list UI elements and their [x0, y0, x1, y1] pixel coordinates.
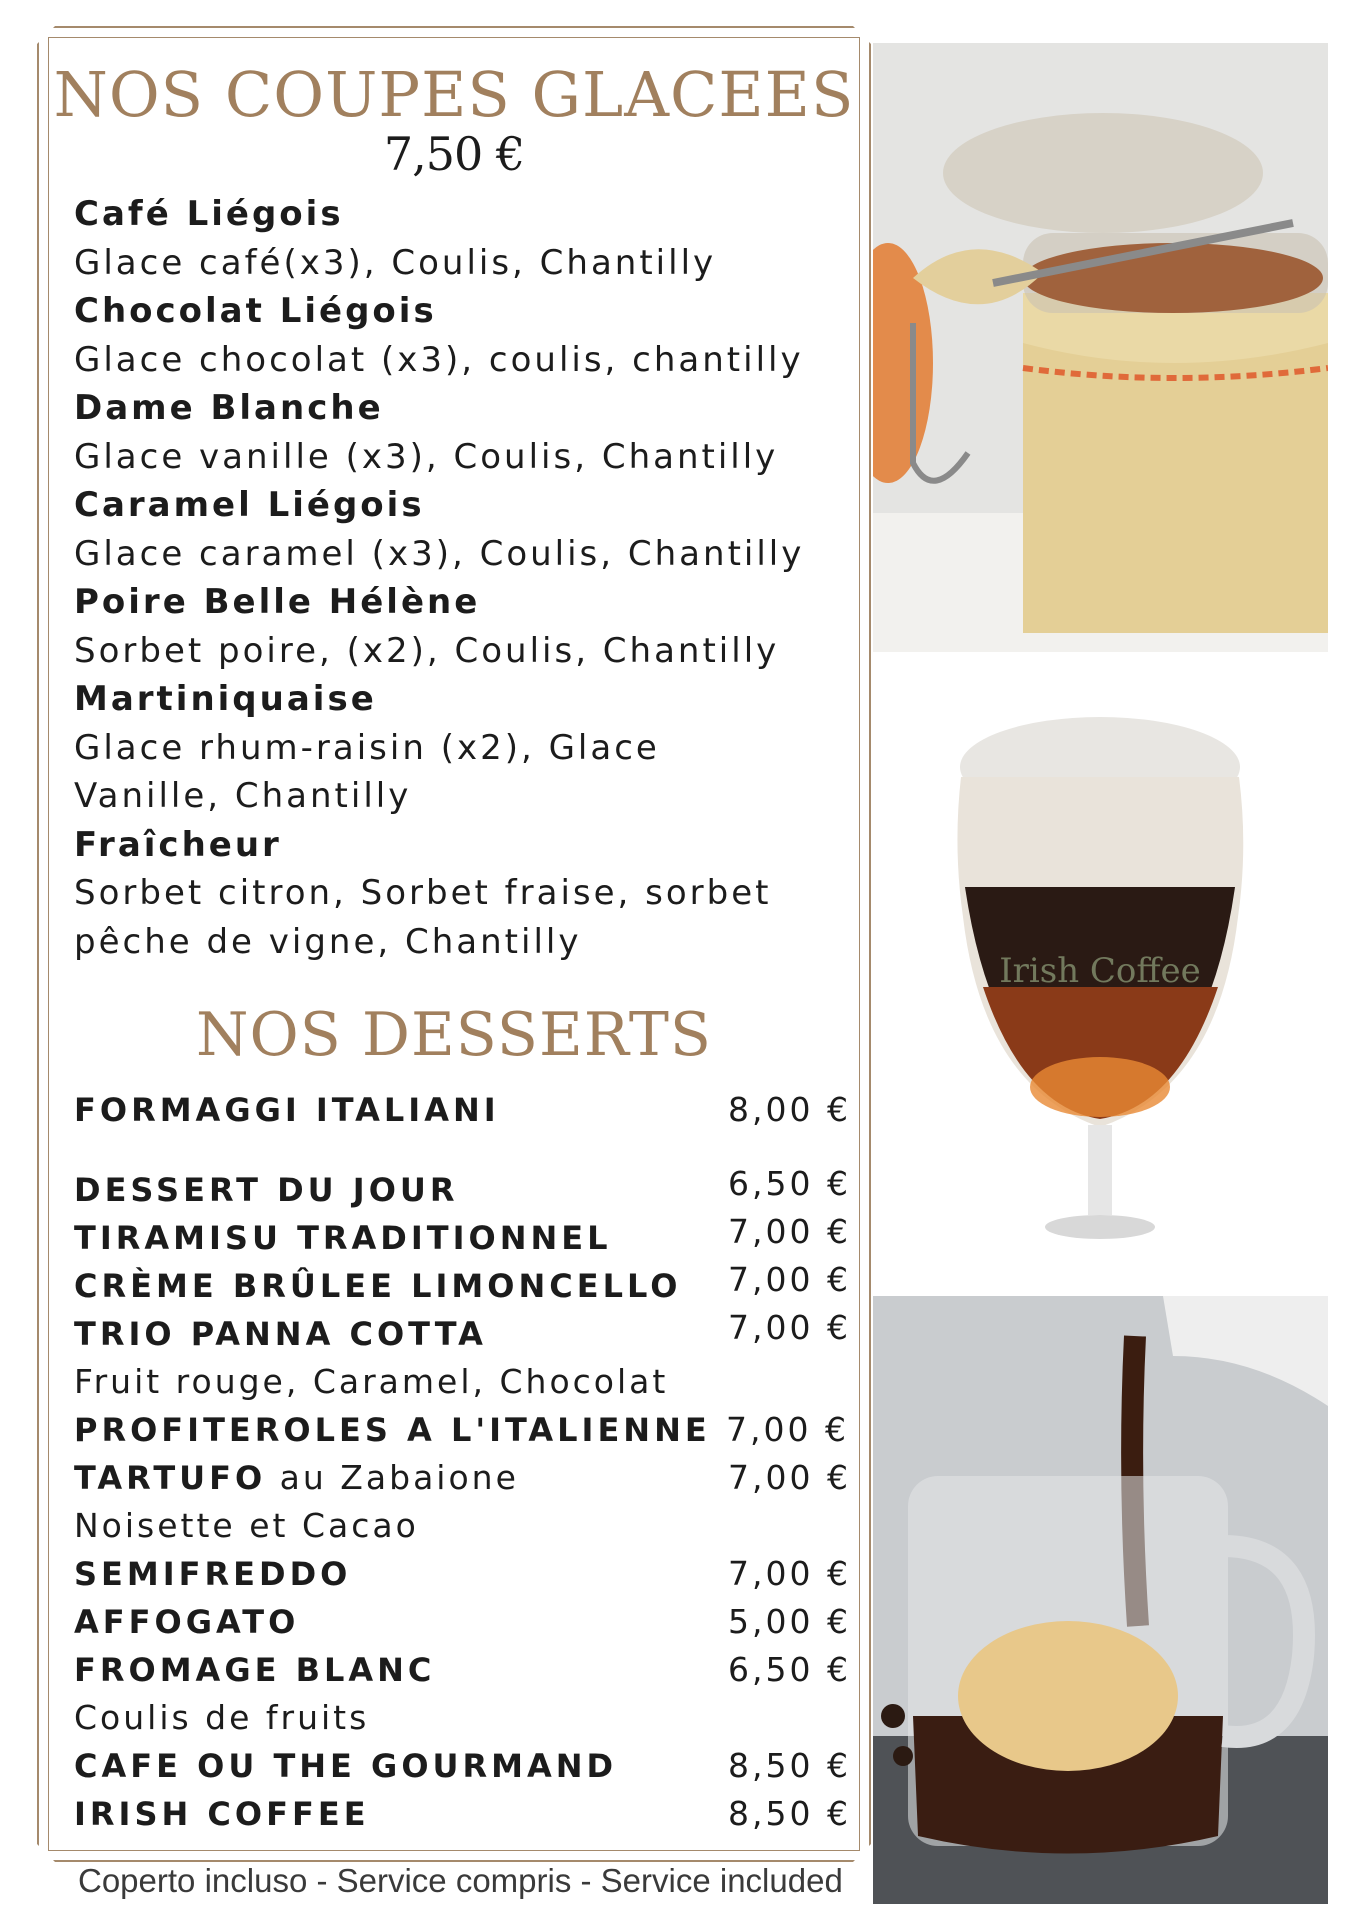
dessert-row: [74, 1790, 860, 1838]
desserts-title: NOS DESSERTS: [196, 1000, 712, 1070]
dessert-row: [74, 1502, 860, 1550]
dessert-jar-photo: [873, 43, 1328, 652]
dessert-name: PROFITEROLES A L'ITALIENNE: [74, 1411, 711, 1449]
dessert-row: [74, 1598, 860, 1646]
dessert-name-bold: TARTUFO: [74, 1459, 267, 1497]
coupe-name: Caramel Liégois: [74, 485, 425, 525]
dessert-subtitle: Fruit rouge, Caramel, Chocolat: [74, 1362, 669, 1401]
dessert-name: SEMIFREDDO: [74, 1555, 352, 1593]
dessert-subtitle: Noisette et Cacao: [74, 1506, 419, 1545]
coupe-name: Poire Belle Hélène: [74, 582, 481, 622]
dessert-price: 6,50 €: [728, 1164, 851, 1203]
coupe-name: Martiniquaise: [74, 679, 377, 719]
dessert-price: 8,50 €: [728, 1794, 851, 1833]
dessert-name: CAFE OU THE GOURMAND: [74, 1747, 618, 1785]
dessert-price: 7,00 €: [728, 1458, 851, 1497]
coupe-name: Dame Blanche: [74, 388, 384, 428]
dessert-row: [74, 1406, 860, 1454]
coupe-item: [74, 578, 854, 675]
service-footer: Coperto incluso - Service compris - Service included: [78, 1862, 843, 1899]
dessert-price: 7,00 €: [726, 1410, 849, 1449]
irish-coffee-illustration: [873, 687, 1328, 1279]
irish-coffee-photo: [873, 687, 1328, 1279]
dessert-row: [74, 1214, 860, 1262]
coupes-price: 7,50 €: [383, 127, 525, 181]
affogato-illustration: [873, 1296, 1328, 1904]
dessert-price: 7,00 €: [728, 1260, 851, 1299]
dessert-name: FORMAGGI ITALIANI: [74, 1091, 500, 1129]
coupes-list: [74, 190, 854, 966]
affogato-photo: [873, 1296, 1328, 1904]
dessert-name-suffix: au Zabaione: [266, 1458, 519, 1497]
dessert-subtitle: Coulis de fruits: [74, 1698, 370, 1737]
dessert-row: [74, 1694, 860, 1742]
coupe-name: Fraîcheur: [74, 824, 282, 865]
coupe-description: Glace chocolat (x3), coulis, chantilly: [74, 339, 804, 380]
dessert-name: IRISH COFFEE: [74, 1795, 370, 1833]
coupe-description: Glace rhum-raisin (x2), Glace Vanille, Chantilly: [74, 727, 660, 816]
dessert-row: [74, 1262, 860, 1310]
dessert-name: TRIO PANNA COTTA: [74, 1315, 487, 1353]
dessert-row: [74, 1086, 860, 1134]
dessert-name: DESSERT DU JOUR: [74, 1171, 459, 1209]
coupe-item: [74, 481, 854, 578]
dessert-row: [74, 1742, 860, 1790]
dessert-price: 5,00 €: [728, 1602, 851, 1641]
dessert-price: 7,00 €: [728, 1212, 851, 1251]
coupe-description: Sorbet citron, Sorbet fraise, sorbet pêche de vigne, Chantilly: [74, 873, 772, 962]
coupe-name: Café Liégois: [74, 194, 344, 234]
dessert-row: [74, 1166, 860, 1214]
dessert-price: 6,50 €: [728, 1650, 851, 1689]
coupe-description: Glace caramel (x3), Coulis, Chantilly: [74, 533, 805, 574]
coupe-name: Chocolat Liégois: [74, 291, 437, 331]
dessert-price: 8,50 €: [728, 1746, 851, 1785]
coupe-item: [74, 675, 854, 821]
dessert-price: 7,00 €: [728, 1308, 851, 1347]
dessert-row: [74, 1550, 860, 1598]
coupe-item: [74, 821, 854, 967]
coupe-description: Glace vanille (x3), Coulis, Chantilly: [74, 436, 779, 477]
coupe-description: Sorbet poire, (x2), Coulis, Chantilly: [74, 630, 780, 671]
dessert-row: [74, 1358, 860, 1406]
dessert-name: [74, 1454, 519, 1502]
dessert-name: CRÈME BRÛLEE LIMONCELLO: [74, 1267, 682, 1305]
dessert-name: AFFOGATO: [74, 1603, 300, 1641]
coupe-item: [74, 384, 854, 481]
coupes-title: NOS COUPES GLACEES: [53, 58, 855, 131]
dessert-price: 8,00 €: [728, 1090, 851, 1129]
dessert-name: TIRAMISU TRADITIONNEL: [74, 1219, 612, 1257]
coupe-item: [74, 190, 854, 287]
jar-illustration: [873, 43, 1328, 652]
dessert-row: [74, 1454, 860, 1502]
coupe-description: Glace café(x3), Coulis, Chantilly: [74, 242, 717, 283]
glass-label: Irish Coffee: [999, 951, 1201, 991]
dessert-row: [74, 1310, 860, 1358]
dessert-row: [74, 1646, 860, 1694]
coupe-item: [74, 287, 854, 384]
dessert-name: FROMAGE BLANC: [74, 1651, 436, 1689]
dessert-price: 7,00 €: [728, 1554, 851, 1593]
